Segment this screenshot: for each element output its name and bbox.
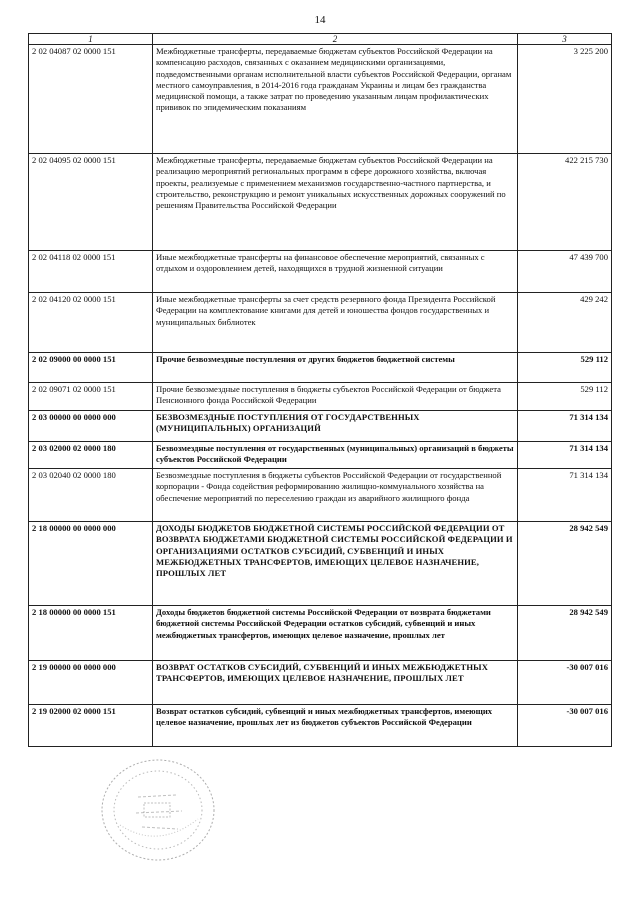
row-code: 2 02 04095 02 0000 151 (29, 154, 153, 251)
table-row (29, 251, 612, 293)
row-description: Прочие безвозмездные поступления в бюджеты субъектов Российской Федерации от бюджета Пенсионного фонда Российской Федерации (153, 383, 518, 411)
row-description: Межбюджетные трансферты, передаваемые бюджетам субъектов Российской Федерации на реализацию мероприятий региональных программ в сфере дорожного хозяйства, включая проекты, реализуемые с применением механизмов государственно-частного партнерства, и строительство, реконструкцию и ремонт уникальных искусственных дорожных сооружений по решениям Правительства Российской Федерации (153, 154, 518, 251)
row-description: ВОЗВРАТ ОСТАТКОВ СУБСИДИЙ, СУБВЕНЦИЙ И ИНЫХ МЕЖБЮДЖЕТНЫХ ТРАНСФЕРТОВ, ИМЕЮЩИХ ЦЕЛЕВОЕ НАЗНАЧЕНИЕ, ПРОШЛЫХ ЛЕТ (153, 661, 518, 705)
row-code: 2 03 02040 02 0000 180 (29, 469, 153, 522)
seal-rings (102, 760, 214, 860)
budget-table (28, 33, 612, 747)
table-row (29, 45, 612, 154)
row-code: 2 03 00000 00 0000 000 (29, 411, 153, 442)
table-row (29, 442, 612, 469)
row-description: Иные межбюджетные трансферты на финансовое обеспечение мероприятий, связанных с отдыхом и оздоровлением детей, находящихся в трудной жизненной ситуации (153, 251, 518, 293)
table-row (29, 661, 612, 705)
row-description: Возврат остатков субсидий, субвенций и иных межбюджетных трансфертов, имеющих целевое назначение, прошлых лет из бюджетов субъектов Российской Федерации (153, 705, 518, 747)
row-code: 2 03 02000 02 0000 180 (29, 442, 153, 469)
row-amount: 429 242 (518, 293, 612, 353)
row-description: Иные межбюджетные трансферты за счет средств резервного фонда Президента Российской Федерации на комплектование книгами для детей и юношества фондов государственных и муниципальных библиотек (153, 293, 518, 353)
row-code: 2 18 00000 00 0000 151 (29, 606, 153, 661)
row-amount: 71 314 134 (518, 411, 612, 442)
row-description: Безвозмездные поступления от государственных (муниципальных) организаций в бюджеты субъектов Российской Федерации (153, 442, 518, 469)
row-code: 2 18 00000 00 0000 000 (29, 522, 153, 606)
row-code: 2 02 04120 02 0000 151 (29, 293, 153, 353)
table-row (29, 154, 612, 251)
table-row (29, 606, 612, 661)
row-code: 2 02 04118 02 0000 151 (29, 251, 153, 293)
table-row (29, 705, 612, 747)
table-row (29, 383, 612, 411)
row-description: Прочие безвозмездные поступления от других бюджетов бюджетной системы (153, 353, 518, 383)
row-code: 2 02 09000 00 0000 151 (29, 353, 153, 383)
table-row (29, 353, 612, 383)
row-amount: 422 215 730 (518, 154, 612, 251)
row-amount: 28 942 549 (518, 522, 612, 606)
header-col-3: 3 (518, 34, 612, 45)
row-code: 2 02 04087 02 0000 151 (29, 45, 153, 154)
page-number: 14 (314, 14, 326, 26)
row-amount: -30 007 016 (518, 661, 612, 705)
row-amount: 28 942 549 (518, 606, 612, 661)
row-amount: 71 314 134 (518, 442, 612, 469)
row-description: Доходы бюджетов бюджетной системы Российской Федерации от возврата бюджетами бюджетной системы Российской Федерации остатков субсидий, субвенций и иных межбюджетных трансфертов, имеющих целевое назначение, прошлых лет (153, 606, 518, 661)
table-row (29, 469, 612, 522)
row-amount: -30 007 016 (518, 705, 612, 747)
row-code: 2 19 00000 00 0000 000 (29, 661, 153, 705)
row-code: 2 02 09071 02 0000 151 (29, 383, 153, 411)
row-description: ДОХОДЫ БЮДЖЕТОВ БЮДЖЕТНОЙ СИСТЕМЫ РОССИЙСКОЙ ФЕДЕРАЦИИ ОТ ВОЗВРАТА БЮДЖЕТАМИ БЮДЖЕТНОЙ СИСТЕМЫ РОССИЙСКОЙ ФЕДЕРАЦИИ И ОРГАНИЗАЦИЯМИ ОСТАТКОВ СУБСИДИЙ, СУБВЕНЦИЙ И ИНЫХ МЕЖБЮДЖЕТНЫХ ТРАНСФЕРТОВ, ИМЕЮЩИХ ЦЕЛЕВОЕ НАЗНАЧЕНИЕ, ПРОШЛЫХ ЛЕТ (153, 522, 518, 606)
row-amount: 71 314 134 (518, 469, 612, 522)
table-row (29, 293, 612, 353)
table-header-row (29, 34, 612, 45)
row-amount: 47 439 700 (518, 251, 612, 293)
row-amount: 3 225 200 (518, 45, 612, 154)
table-row (29, 411, 612, 442)
row-amount: 529 112 (518, 383, 612, 411)
row-description: Безвозмездные поступления в бюджеты субъектов Российской Федерации от государственной корпорации - Фонда содействия реформированию жилищно-коммунального хозяйства на обеспечение мероприятий по переселению граждан из аварийного жилищного фонда (153, 469, 518, 522)
row-code: 2 19 02000 02 0000 151 (29, 705, 153, 747)
row-amount: 529 112 (518, 353, 612, 383)
header-col-1: 1 (29, 34, 153, 45)
header-col-2: 2 (153, 34, 518, 45)
table-row (29, 522, 612, 606)
row-description: БЕЗВОЗМЕЗДНЫЕ ПОСТУПЛЕНИЯ ОТ ГОСУДАРСТВЕННЫХ (МУНИЦИПАЛЬНЫХ) ОРГАНИЗАЦИЙ (153, 411, 518, 442)
official-seal-stamp (98, 755, 218, 865)
row-description: Межбюджетные трансферты, передаваемые бюджетам субъектов Российской Федерации на компенсацию расходов, связанных с оказанием медицинскими организациями, подведомственными органам исполнительной власти субъектов Российской Федерации, органам местного самоуправления, в 2014-2016 года гражданам Украины и лицам без гражданства медицинской помощи, а также затрат по проведению указанным лицам профилактических прививок по эпидемическим показаниям (153, 45, 518, 154)
